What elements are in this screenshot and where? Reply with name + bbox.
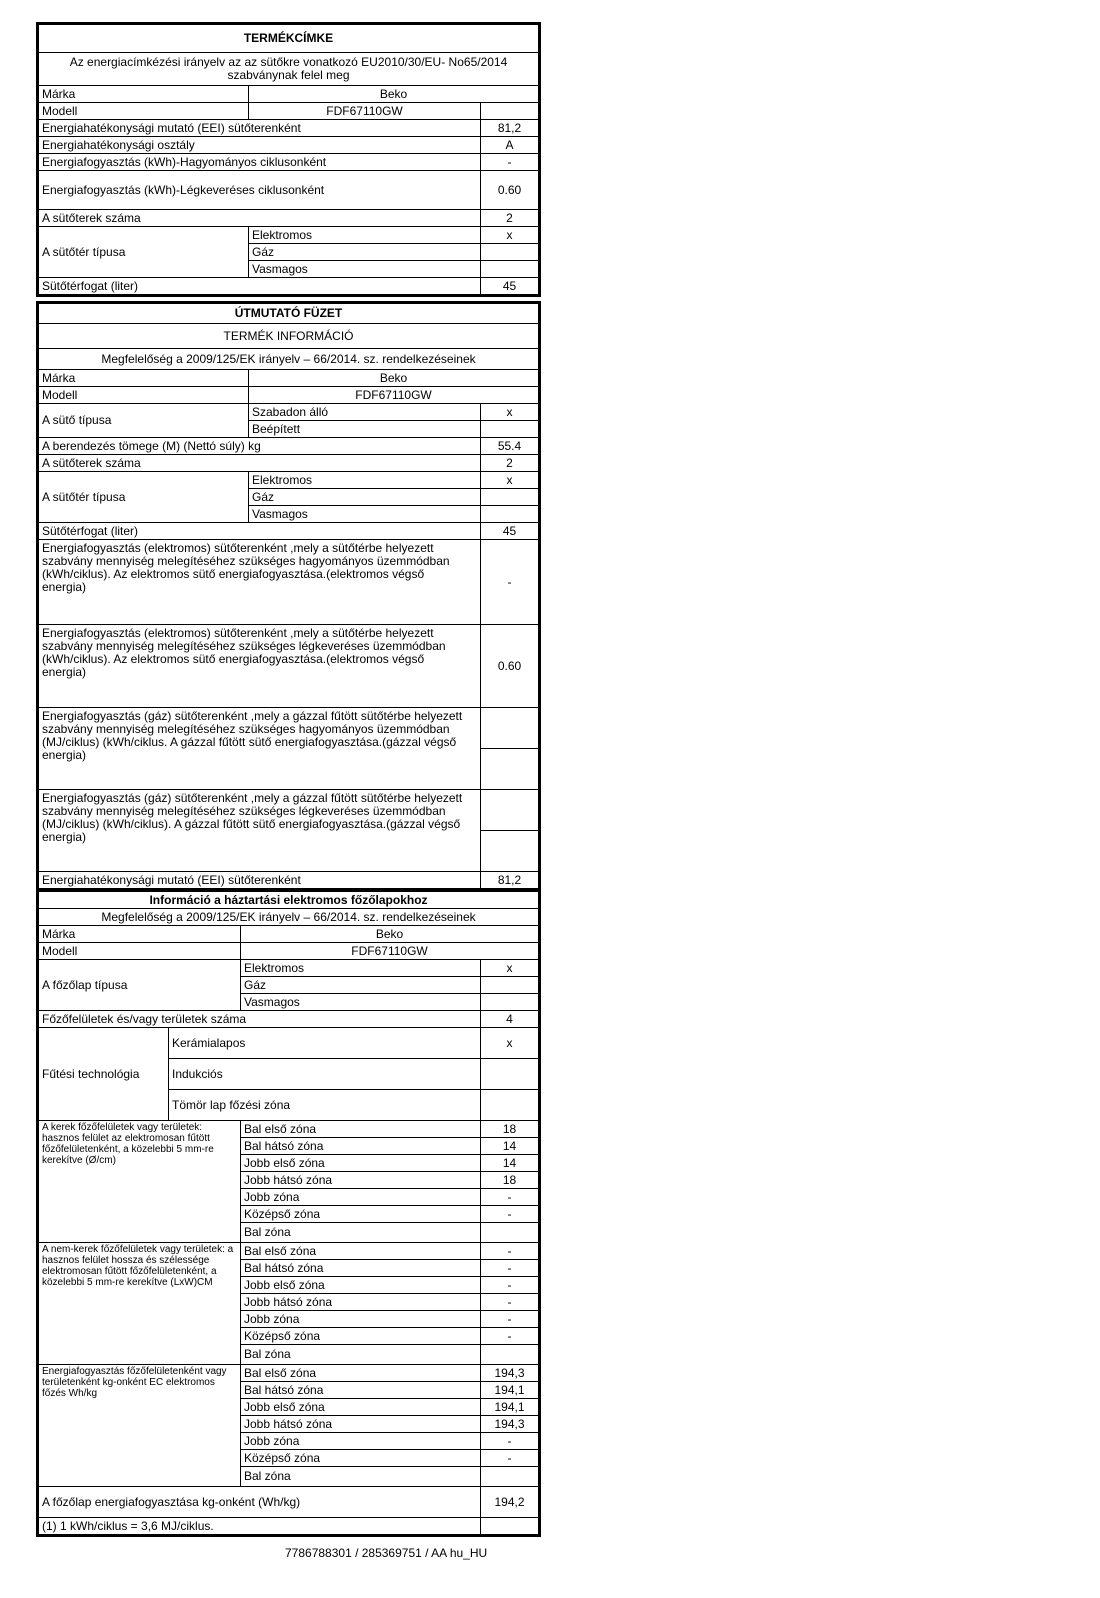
type-cast: Vasmagos — [249, 261, 481, 278]
zone-label: Bal első zóna — [241, 1365, 481, 1382]
brand-value: Beko — [241, 926, 539, 943]
zone-label: Bal zóna — [241, 1223, 481, 1243]
zone-value: - — [481, 1189, 539, 1206]
brand-label: Márka — [39, 86, 249, 103]
section-title: Információ a háztartási elektromos főzőlapokhoz — [39, 892, 539, 909]
model-label: Modell — [39, 943, 241, 960]
type-electric-value: x — [481, 227, 539, 244]
model-value: FDF67110GW — [249, 103, 481, 120]
cavity-type-label: A sütőtér típusa — [39, 227, 249, 278]
zone-label: Bal zóna — [241, 1467, 481, 1487]
built-in: Beépített — [249, 421, 481, 438]
model-label: Modell — [39, 103, 249, 120]
type-electric-value: x — [481, 472, 539, 489]
model-value: FDF67110GW — [241, 943, 539, 960]
zone-label: Jobb első zóna — [241, 1277, 481, 1294]
section-intro: Megfelelőség a 2009/125/EK irányelv – 66/2014. sz. rendelkezéseinek — [39, 909, 539, 926]
zone-label: Bal hátsó zóna — [241, 1382, 481, 1399]
zone-value: 194,3 — [481, 1365, 539, 1382]
electric-conv-text: Energiafogyasztás (elektromos) sütőterenként ,mely a sütőtérbe helyezett szabvány mennyiség melegítéséhez szükséges hagyományos üzemmódban (kWh/ciklus). Az elektromos sütő energiafogyasztása.(elektromos végső energia) — [39, 540, 481, 625]
zone-value: 194,3 — [481, 1416, 539, 1433]
fan-energy-label: Energiafogyasztás (kWh)-Légkeveréses ciklusonként — [39, 171, 481, 210]
hob-energy-label: A főzőlap energiafogyasztása kg-onként (Wh/kg) — [39, 1487, 481, 1518]
volume-value: 45 — [481, 523, 539, 540]
brand-value: Beko — [249, 86, 539, 103]
zone-label: Jobb hátsó zóna — [241, 1416, 481, 1433]
zone-value — [481, 1345, 539, 1365]
section-intro: Megfelelőség a 2009/125/EK irányelv – 66/2014. sz. rendelkezéseinek — [39, 349, 539, 370]
zone-value: 194,1 — [481, 1399, 539, 1416]
zone-label: Jobb zóna — [241, 1311, 481, 1328]
unit-note: (1) 1 kWh/ciklus = 3,6 MJ/ciklus. — [39, 1518, 481, 1535]
zone-value: 14 — [481, 1138, 539, 1155]
zone-label: Bal hátsó zóna — [241, 1138, 481, 1155]
zone-value: - — [481, 1243, 539, 1260]
hob-type-label: A főzőlap típusa — [39, 960, 241, 1011]
zone-label: Bal hátsó zóna — [241, 1260, 481, 1277]
energy-zones-label: Energiafogyasztás főzőfelületenként vagy területenként kg-onként EC elektromos főzés Wh/kg — [39, 1365, 241, 1487]
type-electric: Elektromos — [241, 960, 481, 977]
freestanding-value: x — [481, 404, 539, 421]
volume-value: 45 — [481, 278, 539, 295]
zone-value: - — [481, 1328, 539, 1345]
section-title: TERMÉKCÍMKE — [39, 25, 539, 53]
hob-energy-value: 194,2 — [481, 1487, 539, 1518]
zone-value: 14 — [481, 1155, 539, 1172]
brand-value: Beko — [249, 370, 539, 387]
conv-energy-value: - — [481, 154, 539, 171]
oven-type-label: A sütő típusa — [39, 404, 249, 438]
zone-label: Középső zóna — [241, 1206, 481, 1223]
cavity-count-label: A sütőterek száma — [39, 210, 481, 227]
product-info-section — [36, 301, 541, 891]
cavity-count-value: 2 — [481, 455, 539, 472]
heat-ceramic-value: x — [481, 1028, 539, 1059]
eei-value: 81,2 — [481, 120, 539, 137]
round-zones-label: A kerek főzőfelületek vagy területek: hasznos felület az elektromosan fűtött főzőfelületenként, a közelebbi 5 mm-re kerekítve (Ø/cm) — [39, 1121, 241, 1243]
brand-label: Márka — [39, 370, 249, 387]
heating-tech-label: Fűtési technológia — [39, 1028, 169, 1121]
volume-label: Sütőtérfogat (liter) — [39, 523, 481, 540]
zone-value — [481, 1223, 539, 1243]
eei-value: 81,2 — [481, 872, 539, 889]
electric-fan-text: Energiafogyasztás (elektromos) sütőterenként ,mely a sütőtérbe helyezett szabvány mennyiség melegítéséhez szükséges légkeveréses üzemmódban (kWh/ciklus). Az elektromos sütő energiafogyasztása.(elektromos végső energia) — [39, 625, 481, 708]
zone-value: 18 — [481, 1121, 539, 1138]
eei-label: Energiahatékonysági mutató (EEI) sütőterenként — [39, 120, 481, 137]
product-fiche — [36, 22, 541, 1537]
gas-conv-text: Energiafogyasztás (gáz) sütőterenként ,mely a gázzal fűtött sütőtérbe helyezett szabvány mennyiség melegítéséhez szükséges hagyományos üzemmódban (MJ/ciklus) (kWh/ciklus. A gázzal fűtött sütő energiafogyasztása.(gázzal végső energia) — [39, 708, 481, 790]
zone-label: Jobb zóna — [241, 1189, 481, 1206]
zone-label: Középső zóna — [241, 1450, 481, 1467]
freestanding: Szabadon álló — [249, 404, 481, 421]
zone-value: - — [481, 1260, 539, 1277]
zone-label: Jobb zóna — [241, 1433, 481, 1450]
heat-solid-plate: Tömör lap főzési zóna — [169, 1090, 481, 1121]
zone-label: Jobb hátsó zóna — [241, 1172, 481, 1189]
mass-value: 55.4 — [481, 438, 539, 455]
section-intro: Az energiacímkézési irányelv az az sütőkre vonatkozó EU2010/30/EU- No65/2014 szabványnak felel meg — [39, 53, 539, 86]
zone-value: - — [481, 1311, 539, 1328]
cavity-type-label: A sütőtér típusa — [39, 472, 249, 523]
class-value: A — [481, 137, 539, 154]
zone-value: - — [481, 1206, 539, 1223]
mass-label: A berendezés tömege (M) (Nettó súly) kg — [39, 438, 481, 455]
electric-fan-value: 0.60 — [481, 625, 539, 708]
type-electric-value: x — [481, 960, 539, 977]
zone-value: 18 — [481, 1172, 539, 1189]
type-gas: Gáz — [249, 489, 481, 506]
model-value: FDF67110GW — [249, 387, 539, 404]
zone-label: Jobb hátsó zóna — [241, 1294, 481, 1311]
zone-value: - — [481, 1450, 539, 1467]
hob-info-section — [36, 891, 541, 1537]
type-gas: Gáz — [241, 977, 481, 994]
zones-label: Főzőfelületek és/vagy területek száma — [39, 1011, 481, 1028]
volume-label: Sütőtérfogat (liter) — [39, 278, 481, 295]
type-electric: Elektromos — [249, 472, 481, 489]
cavity-count-label: A sütőterek száma — [39, 455, 481, 472]
zones-value: 4 — [481, 1011, 539, 1028]
zone-value: - — [481, 1277, 539, 1294]
gas-fan-text: Energiafogyasztás (gáz) sütőterenként ,mely a gázzal fűtött sütőtérbe helyezett szabvány mennyiség melegítéséhez szükséges légkeveréses üzemmódban (MJ/ciklus) (kWh/ciklus). A gázzal fűtött sütő energiafogyasztása.(gázzal végső energia) — [39, 790, 481, 872]
brand-label: Márka — [39, 926, 241, 943]
energy-label-section — [36, 22, 541, 297]
class-label: Energiahatékonysági osztály — [39, 137, 481, 154]
model-label: Modell — [39, 387, 249, 404]
zone-label: Bal első zóna — [241, 1121, 481, 1138]
zone-label: Bal zóna — [241, 1345, 481, 1365]
nonround-zones-label: A nem-kerek főzőfelületek vagy területek: a hasznos felület hossza és szélessége elektromosan fűtött főzőfelületenként, a közelebbi 5 mm-re kerekítve (LxW)CM — [39, 1243, 241, 1365]
type-electric: Elektromos — [249, 227, 481, 244]
cavity-count-value: 2 — [481, 210, 539, 227]
zone-label: Jobb első zóna — [241, 1399, 481, 1416]
conv-energy-label: Energiafogyasztás (kWh)-Hagyományos ciklusonként — [39, 154, 481, 171]
document-footer: 7786788301 / 285369751 / AA hu_HU — [285, 1546, 488, 1560]
zone-value: 194,1 — [481, 1382, 539, 1399]
section-title: ÚTMUTATÓ FÜZET — [39, 304, 539, 324]
fan-energy-value: 0.60 — [481, 171, 539, 210]
type-cast: Vasmagos — [249, 506, 481, 523]
type-cast: Vasmagos — [241, 994, 481, 1011]
type-gas: Gáz — [249, 244, 481, 261]
zone-label: Jobb első zóna — [241, 1155, 481, 1172]
zone-value: - — [481, 1294, 539, 1311]
zone-value: - — [481, 1433, 539, 1450]
heat-induction: Indukciós — [169, 1059, 481, 1090]
electric-conv-value: - — [481, 540, 539, 625]
zone-label: Bal első zóna — [241, 1243, 481, 1260]
eei-label: Energiahatékonysági mutató (EEI) sütőterenként — [39, 872, 481, 889]
heat-ceramic: Kerámialapos — [169, 1028, 481, 1059]
zone-value — [481, 1467, 539, 1487]
section-subtitle: TERMÉK INFORMÁCIÓ — [39, 324, 539, 349]
zone-label: Középső zóna — [241, 1328, 481, 1345]
